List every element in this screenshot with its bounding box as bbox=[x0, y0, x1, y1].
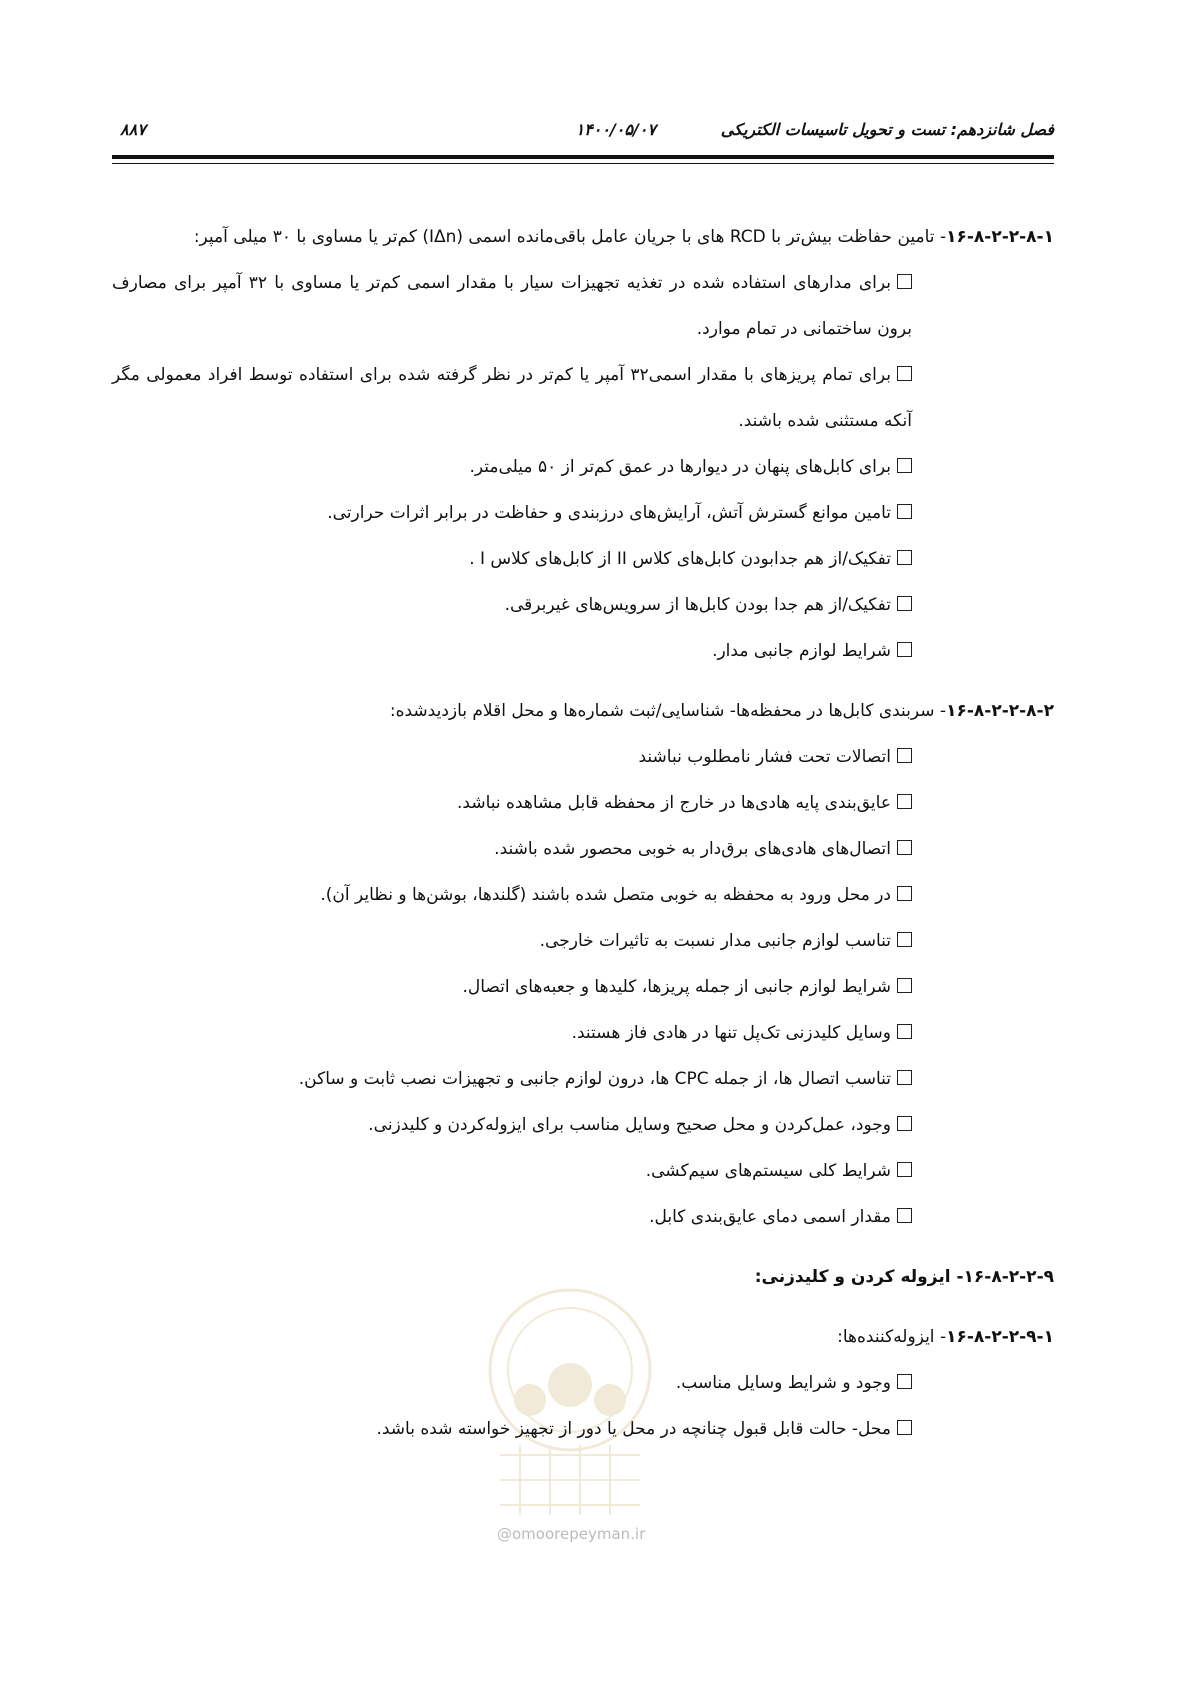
header-rule-thick bbox=[112, 155, 1054, 159]
checklist-item bbox=[112, 628, 1054, 674]
checkbox-icon bbox=[897, 840, 912, 855]
section-number: ۱۶-۸-۲-۲-۹-۱ bbox=[946, 1327, 1054, 1347]
checkbox-icon bbox=[897, 504, 912, 519]
checklist-item bbox=[112, 352, 1054, 444]
checkbox-icon bbox=[897, 886, 912, 901]
checkbox-icon bbox=[897, 1070, 912, 1085]
checkbox-icon bbox=[897, 458, 912, 473]
checklist-item bbox=[112, 1148, 1054, 1194]
section-heading bbox=[112, 214, 1054, 260]
page-number: ۸۸۷ bbox=[120, 120, 146, 139]
checkbox-icon bbox=[897, 1024, 912, 1039]
checklist-item bbox=[112, 1102, 1054, 1148]
checklist-item bbox=[112, 734, 1054, 780]
item-text: محل- حالت قابل قبول چنانچه در محل یا دور از تجهیز خواسته شده باشد. bbox=[376, 1419, 891, 1439]
checkbox-icon bbox=[897, 550, 912, 565]
item-text: مقدار اسمی دمای عایق‌بندی کابل. bbox=[649, 1207, 891, 1227]
header-date: ۱۴۰۰/۰۵/۰۷ bbox=[575, 120, 656, 139]
section-text: - تامین حفاظت بیش‌تر با RCD های با جریان عامل باقی‌مانده اسمی (IΔn) کم‌تر یا مساوی با ۳۰ میلی آمپر: bbox=[193, 227, 947, 247]
checklist-item bbox=[112, 918, 1054, 964]
checklist-item bbox=[112, 964, 1054, 1010]
item-text: وجود و شرایط وسایل مناسب. bbox=[675, 1373, 891, 1393]
spacer bbox=[112, 674, 1054, 688]
page-header bbox=[112, 120, 1054, 146]
checkbox-icon bbox=[897, 366, 912, 381]
item-text: تناسب لوازم جانبی مدار نسبت به تاثیرات خارجی. bbox=[539, 931, 891, 951]
item-text: برای کابل‌های پنهان در دیوارها در عمق کم‌تر از ۵۰ میلی‌متر. bbox=[469, 457, 891, 477]
checklist-item bbox=[112, 444, 1054, 490]
checkbox-icon bbox=[897, 794, 912, 809]
checkbox-icon bbox=[897, 1420, 912, 1435]
item-text: شرایط کلی سیستم‌های سیم‌کشی. bbox=[645, 1161, 891, 1181]
item-text: تناسب اتصال ها، از جمله CPC ها، درون لوازم جانبی و تجهیزات نصب ثابت و ساکن. bbox=[298, 1069, 891, 1089]
section-heading bbox=[112, 688, 1054, 734]
checklist-item bbox=[112, 1194, 1054, 1240]
checklist-item bbox=[112, 536, 1054, 582]
checkbox-icon bbox=[897, 642, 912, 657]
item-text: شرایط لوازم جانبی مدار. bbox=[712, 641, 891, 661]
watermark-site: @omoorepeyman.ir bbox=[497, 1525, 646, 1543]
item-text: شرایط لوازم جانبی از جمله پریزها، کلیدها و جعبه‌های اتصال. bbox=[462, 977, 891, 997]
item-text: اتصال‌های هادی‌های برق‌دار به خوبی محصور شده باشند. bbox=[494, 839, 891, 859]
item-text: اتصالات تحت فشار نامطلوب نباشند bbox=[638, 747, 891, 767]
checkbox-icon bbox=[897, 978, 912, 993]
item-text: عایق‌بندی پایه هادی‌ها در خارج از محفظه قابل مشاهده نباشد. bbox=[457, 793, 891, 813]
item-text: وجود، عمل‌کردن و محل صحیح وسایل مناسب برای ایزوله‌کردن و کلیدزنی. bbox=[368, 1115, 891, 1135]
checkbox-icon bbox=[897, 932, 912, 947]
checklist-item bbox=[112, 872, 1054, 918]
section-text: - سربندی کابل‌ها در محفظه‌ها- شناسایی/ثبت شماره‌ها و محل اقلام بازدیدشده: bbox=[389, 701, 947, 721]
header-rule-thin bbox=[112, 163, 1054, 164]
checklist-item bbox=[112, 1056, 1054, 1102]
item-text: تامین موانع گسترش آتش، آرایش‌های درزبندی و حفاظت در برابر اثرات حرارتی. bbox=[327, 503, 891, 523]
section-text: - ایزوله‌کننده‌ها: bbox=[837, 1327, 947, 1347]
section-number: ۱۶-۸-۲-۲-۹ bbox=[963, 1267, 1054, 1287]
checklist-item bbox=[112, 826, 1054, 872]
section-number: ۱۶-۸-۲-۲-۸-۲ bbox=[946, 701, 1054, 721]
section-number: ۱۶-۸-۲-۲-۸-۱ bbox=[946, 227, 1054, 247]
document-body bbox=[112, 214, 1054, 1452]
checkbox-icon bbox=[897, 1374, 912, 1389]
chapter-title: فصل شانزدهم: تست و تحویل تاسیسات الکتریکی bbox=[720, 120, 1054, 139]
checkbox-icon bbox=[897, 1116, 912, 1131]
checkbox-icon bbox=[897, 748, 912, 763]
item-text: در محل ورود به محفظه به خوبی متصل شده باشند (گلندها، بوشن‌ها و نظایر آن). bbox=[320, 885, 891, 905]
item-text: برای مدارهای استفاده شده در تغذیه تجهیزات سیار با مقدار اسمی کم‌تر یا مساوی با ۳۲ آمپر برای مصارف برون ساختمانی در تمام موارد. bbox=[112, 273, 912, 339]
item-text: تفکیک/از هم جدا بودن کابل‌ها از سرویس‌های غیربرقی. bbox=[504, 595, 891, 615]
spacer bbox=[112, 1240, 1054, 1254]
checklist-item bbox=[112, 582, 1054, 628]
checkbox-icon bbox=[897, 274, 912, 289]
checkbox-icon bbox=[897, 1162, 912, 1177]
section-text: - ایزوله کردن و کلیدزنی: bbox=[754, 1267, 964, 1287]
checklist-item bbox=[112, 780, 1054, 826]
checklist-item bbox=[112, 260, 1054, 352]
watermark-logo-icon bbox=[470, 1275, 670, 1565]
checklist-item bbox=[112, 1010, 1054, 1056]
checkbox-icon bbox=[897, 1208, 912, 1223]
item-text: وسایل کلیدزنی تک‌پل تنها در هادی فاز هستند. bbox=[571, 1023, 891, 1043]
checklist-item bbox=[112, 490, 1054, 536]
item-text: تفکیک/از هم جدابودن کابل‌های کلاس II از کابل‌های کلاس I . bbox=[469, 549, 891, 569]
item-text: برای تمام پریزهای با مقدار اسمی۳۲ آمپر یا کم‌تر در نظر گرفته شده برای استفاده توسط افراد معمولی مگر آنکه مستثنی شده باشند. bbox=[112, 365, 912, 431]
checkbox-icon bbox=[897, 596, 912, 611]
